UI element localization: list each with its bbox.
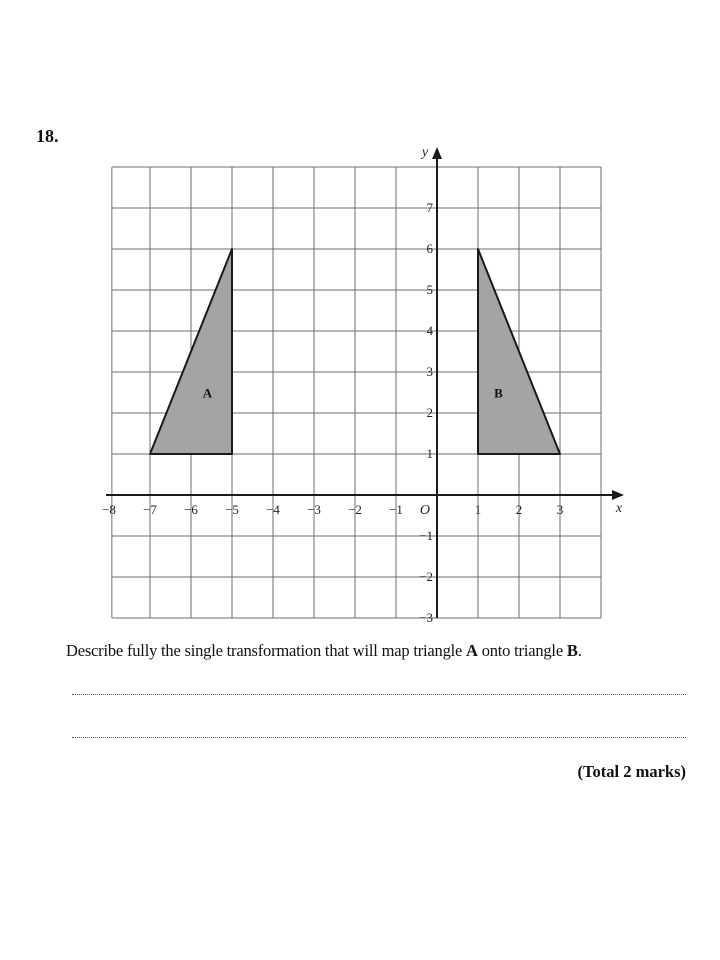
answer-line-2[interactable]: [72, 737, 686, 738]
triangle-b-ref: B: [566, 641, 578, 660]
x-axis-arrow: [612, 490, 624, 500]
question-instruction: [66, 641, 582, 661]
instruction-text-3: .: [577, 641, 582, 660]
y-tick-label: −3: [419, 610, 433, 625]
y-tick-label: −2: [419, 569, 433, 584]
x-tick-label: −3: [307, 502, 321, 517]
y-tick-label: 6: [426, 241, 433, 256]
x-tick-label: −2: [348, 502, 362, 517]
answer-line-1[interactable]: [72, 694, 686, 695]
y-tick-label: −1: [419, 528, 433, 543]
x-tick-label: −8: [102, 502, 116, 517]
x-tick-label: 2: [515, 502, 523, 517]
origin-label: O: [419, 503, 430, 518]
x-tick-label: −1: [389, 502, 403, 517]
y-tick-label: 1: [426, 446, 433, 461]
y-tick-label: 5: [426, 282, 433, 297]
x-tick-label: −7: [143, 502, 157, 517]
instruction-text-1: Describe fully the single transformation that will map triangle: [66, 641, 467, 660]
triangle-a-ref: A: [466, 641, 478, 660]
x-tick-label: 3: [556, 502, 564, 517]
question-number: 18.: [36, 126, 59, 146]
y-tick-label: 7: [426, 200, 433, 215]
y-tick-label: 3: [426, 364, 433, 379]
x-tick-label: 1: [474, 502, 482, 517]
x-tick-label: −6: [184, 502, 198, 517]
total-marks: (Total 2 marks): [577, 762, 686, 781]
y-tick-label: 4: [426, 323, 433, 338]
instruction-text-2: onto triangle: [477, 641, 567, 660]
triangle-label-b: B: [494, 385, 503, 401]
y-tick-label: 2: [426, 405, 433, 420]
triangle-label-a: A: [202, 385, 213, 401]
y-axis-label: y: [421, 145, 429, 160]
y-axis-arrow: [432, 147, 442, 159]
x-tick-label: −5: [225, 502, 239, 517]
x-tick-label: −4: [266, 502, 280, 517]
x-axis-label: x: [615, 501, 623, 516]
